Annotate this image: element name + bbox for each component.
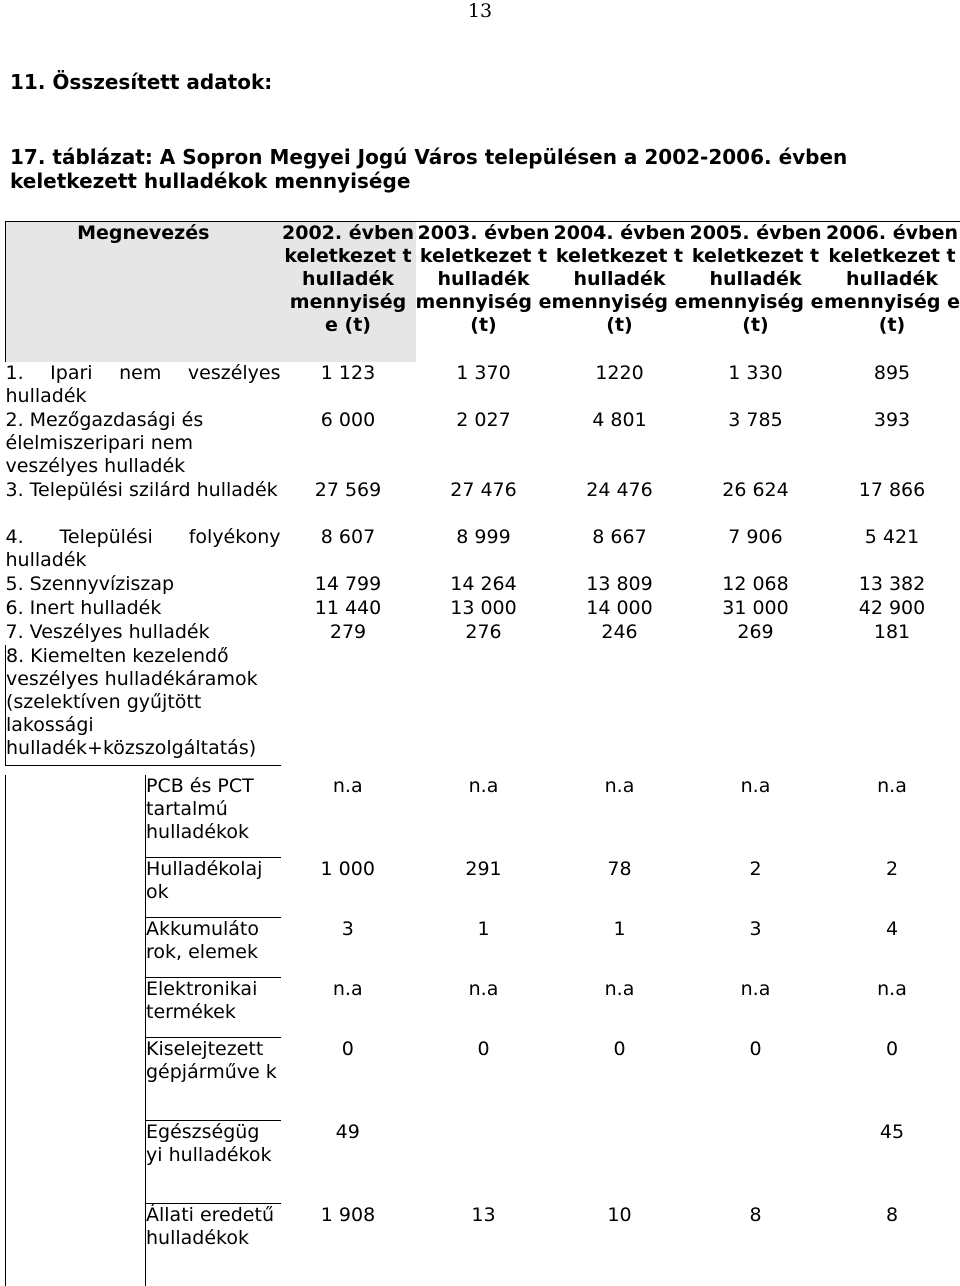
- table-cell: 2: [688, 858, 824, 918]
- table-cell: [552, 645, 688, 766]
- table-cell: n.a: [416, 978, 552, 1038]
- table-row: [6, 858, 960, 918]
- section-title: 11. Összesített adatok:: [10, 70, 272, 94]
- sub-row-label: Kiselejtezett gépjárműve k: [146, 1038, 281, 1121]
- table-cell: 0: [416, 1038, 552, 1121]
- table-cell: 17 866: [824, 479, 960, 526]
- table-cell: 12 068: [688, 573, 824, 597]
- table-cell: 2: [824, 858, 960, 918]
- table-cell: 8 667: [552, 526, 688, 573]
- table-cell: 1: [552, 918, 688, 978]
- table-cell: 11 440: [281, 597, 416, 621]
- sub-row-label: Elektronikai termékek: [146, 978, 281, 1038]
- table-row: [6, 918, 960, 978]
- row-label: 8. Kiemelten kezelendő veszélyes hulladékáramok (szelektíven gyűjtött lakossági hulladék+közszolgáltatás): [6, 645, 281, 766]
- table-row: [6, 1121, 960, 1204]
- table-cell: 5 421: [824, 526, 960, 573]
- table-cell: [688, 1121, 824, 1204]
- table-cell: 291: [416, 858, 552, 918]
- table-cell: 10: [552, 1204, 688, 1286]
- table-cell: 6 000: [281, 409, 416, 479]
- header-megnevezes: Megnevezés: [6, 222, 281, 363]
- table-cell: 3: [688, 918, 824, 978]
- row-label: 5. Szennyvíziszap: [6, 573, 281, 597]
- table-cell: 78: [552, 858, 688, 918]
- table-cell: 13 382: [824, 573, 960, 597]
- table-cell: 14 799: [281, 573, 416, 597]
- header-year-2005: 2005. évben keletkezet t hulladék mennyiség e (t): [688, 222, 824, 363]
- table-cell: 49: [281, 1121, 416, 1204]
- table-cell: 8: [824, 1204, 960, 1286]
- table-cell: 276: [416, 621, 552, 645]
- table-cell: 8: [688, 1204, 824, 1286]
- table-row: [6, 597, 960, 621]
- waste-table: [5, 221, 960, 766]
- header-year-2006: 2006. évben keletkezet t hulladék mennyiség e (t): [824, 222, 960, 363]
- table-cell: 4 801: [552, 409, 688, 479]
- table-cell: 27 569: [281, 479, 416, 526]
- empty-cell: [6, 775, 146, 1286]
- table-cell: 1 330: [688, 362, 824, 409]
- table-cell: 0: [281, 1038, 416, 1121]
- table-row: [6, 1204, 960, 1286]
- table-row: [6, 978, 960, 1038]
- table-cell: 1 123: [281, 362, 416, 409]
- table-cell: 14 000: [552, 597, 688, 621]
- table-cell: 1 370: [416, 362, 552, 409]
- row-label: 1. Ipari nem veszélyes hulladék: [6, 362, 281, 409]
- table-cell: 0: [688, 1038, 824, 1121]
- table-cell: 246: [552, 621, 688, 645]
- sub-row-label: Hulladékolaj ok: [146, 858, 281, 918]
- row-label: 6. Inert hulladék: [6, 597, 281, 621]
- table-row: [6, 526, 960, 573]
- table-row: [6, 645, 960, 766]
- table-row: [6, 362, 960, 409]
- table-cell: 1: [416, 918, 552, 978]
- table-header-row: [6, 222, 960, 363]
- table-cell: 45: [824, 1121, 960, 1204]
- table-cell: 27 476: [416, 479, 552, 526]
- table-cell: 42 900: [824, 597, 960, 621]
- header-year-2004: 2004. évben keletkezet t hulladék mennyiség e (t): [552, 222, 688, 363]
- table-cell: 13 809: [552, 573, 688, 597]
- table-cell: 8 999: [416, 526, 552, 573]
- table-cell: [552, 1121, 688, 1204]
- table-cell: 13: [416, 1204, 552, 1286]
- row-label: 4. Települési folyékony hulladék: [6, 526, 281, 573]
- table-caption: 17. táblázat: A Sopron Megyei Jogú Város településen a 2002-2006. évben keletkezett hulladékok mennyisége: [10, 145, 910, 193]
- table-cell: [688, 645, 824, 766]
- table-cell: 4: [824, 918, 960, 978]
- table-cell: 24 476: [552, 479, 688, 526]
- table-cell: n.a: [552, 775, 688, 858]
- table-cell: 1220: [552, 362, 688, 409]
- table-cell: 279: [281, 621, 416, 645]
- table-cell: 2 027: [416, 409, 552, 479]
- table-row: [6, 573, 960, 597]
- table-cell: 181: [824, 621, 960, 645]
- table-cell: 269: [688, 621, 824, 645]
- row-label: 7. Veszélyes hulladék: [6, 621, 281, 645]
- table-cell: n.a: [281, 978, 416, 1038]
- table-cell: 14 264: [416, 573, 552, 597]
- table-cell: n.a: [688, 775, 824, 858]
- table-cell: n.a: [824, 978, 960, 1038]
- header-year-2002: 2002. évben keletkezet t hulladék mennyiség e (t): [281, 222, 416, 363]
- table-row: [6, 479, 960, 526]
- table-cell: 0: [552, 1038, 688, 1121]
- table-cell: 13 000: [416, 597, 552, 621]
- hazardous-subtable: [5, 775, 960, 1286]
- table-cell: 1 000: [281, 858, 416, 918]
- sub-row-label: Egészségüg yi hulladékok: [146, 1121, 281, 1204]
- table-cell: [824, 645, 960, 766]
- row-label: 3. Települési szilárd hulladék: [6, 479, 281, 526]
- table-row: [6, 621, 960, 645]
- table-cell: 31 000: [688, 597, 824, 621]
- table-cell: [416, 645, 552, 766]
- header-year-2003: 2003. évben keletkezet t hulladék mennyiség e (t): [416, 222, 552, 363]
- table-cell: 1 908: [281, 1204, 416, 1286]
- table-cell: [281, 645, 416, 766]
- table-cell: 7 906: [688, 526, 824, 573]
- table-cell: n.a: [824, 775, 960, 858]
- sub-row-label: Állati eredetű hulladékok: [146, 1204, 281, 1286]
- table-cell: 0: [824, 1038, 960, 1121]
- table-cell: n.a: [281, 775, 416, 858]
- table-cell: [416, 1121, 552, 1204]
- table-cell: 3: [281, 918, 416, 978]
- table-cell: n.a: [552, 978, 688, 1038]
- sub-row-label: Akkumuláto rok, elemek: [146, 918, 281, 978]
- row-label: 2. Mezőgazdasági és élelmiszeripari nem veszélyes hulladék: [6, 409, 281, 479]
- table-cell: n.a: [416, 775, 552, 858]
- table-row: [6, 775, 960, 858]
- table-cell: 3 785: [688, 409, 824, 479]
- sub-row-label: PCB és PCT tartalmú hulladékok: [146, 775, 281, 858]
- page-number: 13: [0, 0, 960, 22]
- table-row: [6, 1038, 960, 1121]
- table-row: [6, 409, 960, 479]
- table-cell: 393: [824, 409, 960, 479]
- table-cell: 8 607: [281, 526, 416, 573]
- table-cell: n.a: [688, 978, 824, 1038]
- table-cell: 26 624: [688, 479, 824, 526]
- table-cell: 895: [824, 362, 960, 409]
